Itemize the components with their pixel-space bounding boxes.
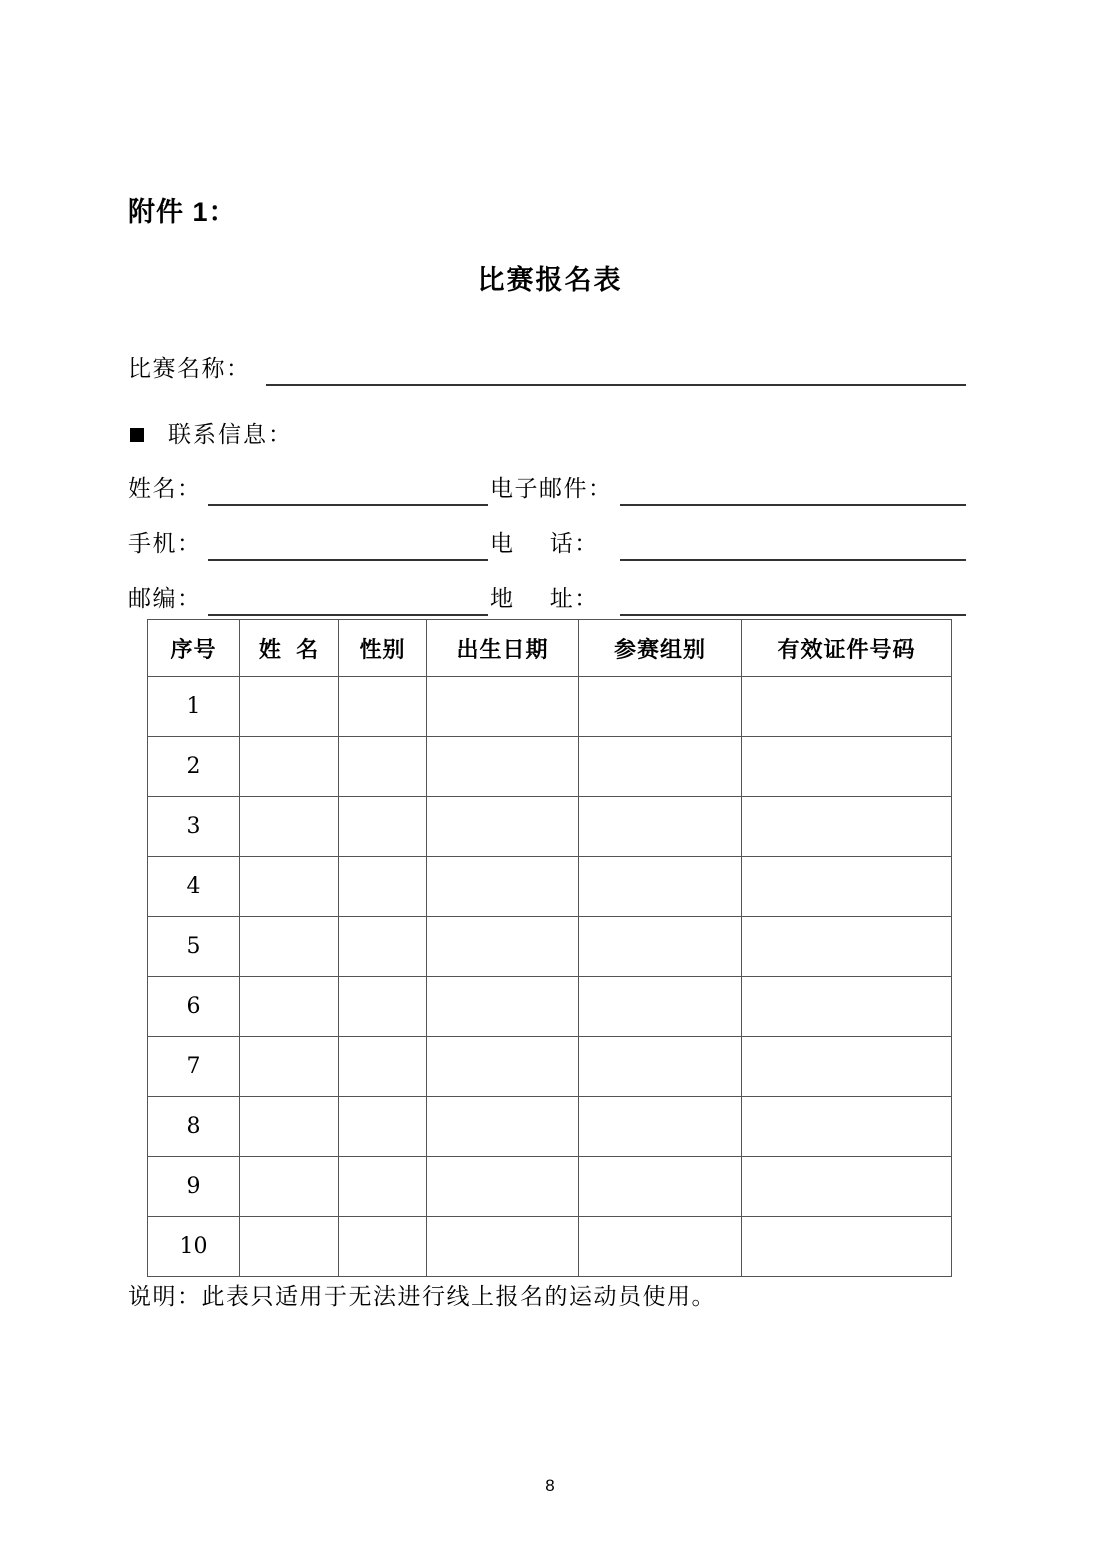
cell-group[interactable] — [579, 1037, 742, 1097]
cell-name[interactable] — [240, 857, 339, 917]
cell-id-number[interactable] — [742, 1217, 952, 1277]
table-row — [148, 737, 952, 797]
mobile-label: 手机： — [128, 531, 202, 557]
table-row — [148, 857, 952, 917]
cell-index: 7 — [148, 1037, 240, 1097]
cell-name[interactable] — [240, 1157, 339, 1217]
cell-gender[interactable] — [339, 1157, 427, 1217]
table-row — [148, 797, 952, 857]
cell-index: 9 — [148, 1157, 240, 1217]
cell-id-number[interactable] — [742, 1097, 952, 1157]
cell-group[interactable] — [579, 677, 742, 737]
cell-gender[interactable] — [339, 977, 427, 1037]
cell-index: 2 — [148, 737, 240, 797]
name-input-rule[interactable] — [208, 504, 488, 506]
cell-index: 5 — [148, 917, 240, 977]
cell-gender[interactable] — [339, 797, 427, 857]
table-row — [148, 1217, 952, 1277]
cell-gender[interactable] — [339, 1217, 427, 1277]
cell-gender[interactable] — [339, 737, 427, 797]
cell-birthdate[interactable] — [427, 797, 579, 857]
table-row — [148, 1157, 952, 1217]
cell-birthdate[interactable] — [427, 737, 579, 797]
cell-group[interactable] — [579, 797, 742, 857]
header-name: 姓 名 — [240, 620, 339, 677]
cell-group[interactable] — [579, 1157, 742, 1217]
cell-index: 10 — [148, 1217, 240, 1277]
table-row — [148, 917, 952, 977]
cell-id-number[interactable] — [742, 737, 952, 797]
cell-name[interactable] — [240, 1217, 339, 1277]
zip-input-rule[interactable] — [208, 614, 488, 616]
table-body — [148, 677, 952, 1277]
zip-label: 邮编： — [128, 586, 202, 612]
cell-birthdate[interactable] — [427, 1217, 579, 1277]
cell-birthdate[interactable] — [427, 1097, 579, 1157]
table-row — [148, 977, 952, 1037]
address-label: 地 址： — [490, 586, 599, 612]
page-title: 比赛报名表 — [477, 265, 623, 295]
cell-name[interactable] — [240, 917, 339, 977]
header-id-number: 有效证件号码 — [742, 620, 952, 677]
table-row — [148, 1037, 952, 1097]
header-birthdate: 出生日期 — [427, 620, 579, 677]
email-input-rule[interactable] — [620, 504, 966, 506]
cell-group[interactable] — [579, 1097, 742, 1157]
cell-group[interactable] — [579, 857, 742, 917]
cell-index: 3 — [148, 797, 240, 857]
cell-name[interactable] — [240, 677, 339, 737]
contest-name-label: 比赛名称： — [128, 356, 251, 382]
cell-birthdate[interactable] — [427, 977, 579, 1037]
cell-group[interactable] — [579, 917, 742, 977]
cell-index: 1 — [148, 677, 240, 737]
phone-label: 电 话： — [490, 531, 599, 557]
cell-birthdate[interactable] — [427, 1037, 579, 1097]
cell-gender[interactable] — [339, 1037, 427, 1097]
cell-id-number[interactable] — [742, 857, 952, 917]
cell-id-number[interactable] — [742, 977, 952, 1037]
cell-group[interactable] — [579, 977, 742, 1037]
phone-input-rule[interactable] — [620, 559, 966, 561]
header-index: 序号 — [148, 620, 240, 677]
contest-name-input-rule[interactable] — [266, 384, 966, 386]
cell-id-number[interactable] — [742, 1157, 952, 1217]
cell-name[interactable] — [240, 1097, 339, 1157]
cell-name[interactable] — [240, 977, 339, 1037]
email-label: 电子邮件： — [490, 476, 613, 502]
cell-birthdate[interactable] — [427, 857, 579, 917]
cell-id-number[interactable] — [742, 797, 952, 857]
header-group: 参赛组别 — [579, 620, 742, 677]
cell-group[interactable] — [579, 737, 742, 797]
cell-index: 4 — [148, 857, 240, 917]
cell-index: 6 — [148, 977, 240, 1037]
cell-name[interactable] — [240, 737, 339, 797]
cell-birthdate[interactable] — [427, 1157, 579, 1217]
table-row — [148, 1097, 952, 1157]
cell-birthdate[interactable] — [427, 917, 579, 977]
cell-id-number[interactable] — [742, 1037, 952, 1097]
name-label: 姓名： — [128, 476, 202, 502]
cell-group[interactable] — [579, 1217, 742, 1277]
mobile-input-rule[interactable] — [208, 559, 488, 561]
address-input-rule[interactable] — [620, 614, 966, 616]
header-gender: 性别 — [339, 620, 427, 677]
cell-name[interactable] — [240, 797, 339, 857]
cell-id-number[interactable] — [742, 677, 952, 737]
cell-id-number[interactable] — [742, 917, 952, 977]
cell-name[interactable] — [240, 1037, 339, 1097]
contact-section-header: 联系信息： — [168, 422, 293, 448]
cell-gender[interactable] — [339, 917, 427, 977]
cell-gender[interactable] — [339, 1097, 427, 1157]
cell-gender[interactable] — [339, 857, 427, 917]
cell-birthdate[interactable] — [427, 677, 579, 737]
page-number: 8 — [545, 1476, 555, 1495]
cell-gender[interactable] — [339, 677, 427, 737]
footer-note: 说明：此表只适用于无法进行线上报名的运动员使用。 — [128, 1284, 716, 1310]
table-header-row — [148, 620, 952, 677]
square-bullet-icon — [130, 428, 144, 442]
attachment-label: 附件 1： — [128, 197, 237, 227]
cell-index: 8 — [148, 1097, 240, 1157]
table-row — [148, 677, 952, 737]
registration-table — [147, 619, 952, 1277]
